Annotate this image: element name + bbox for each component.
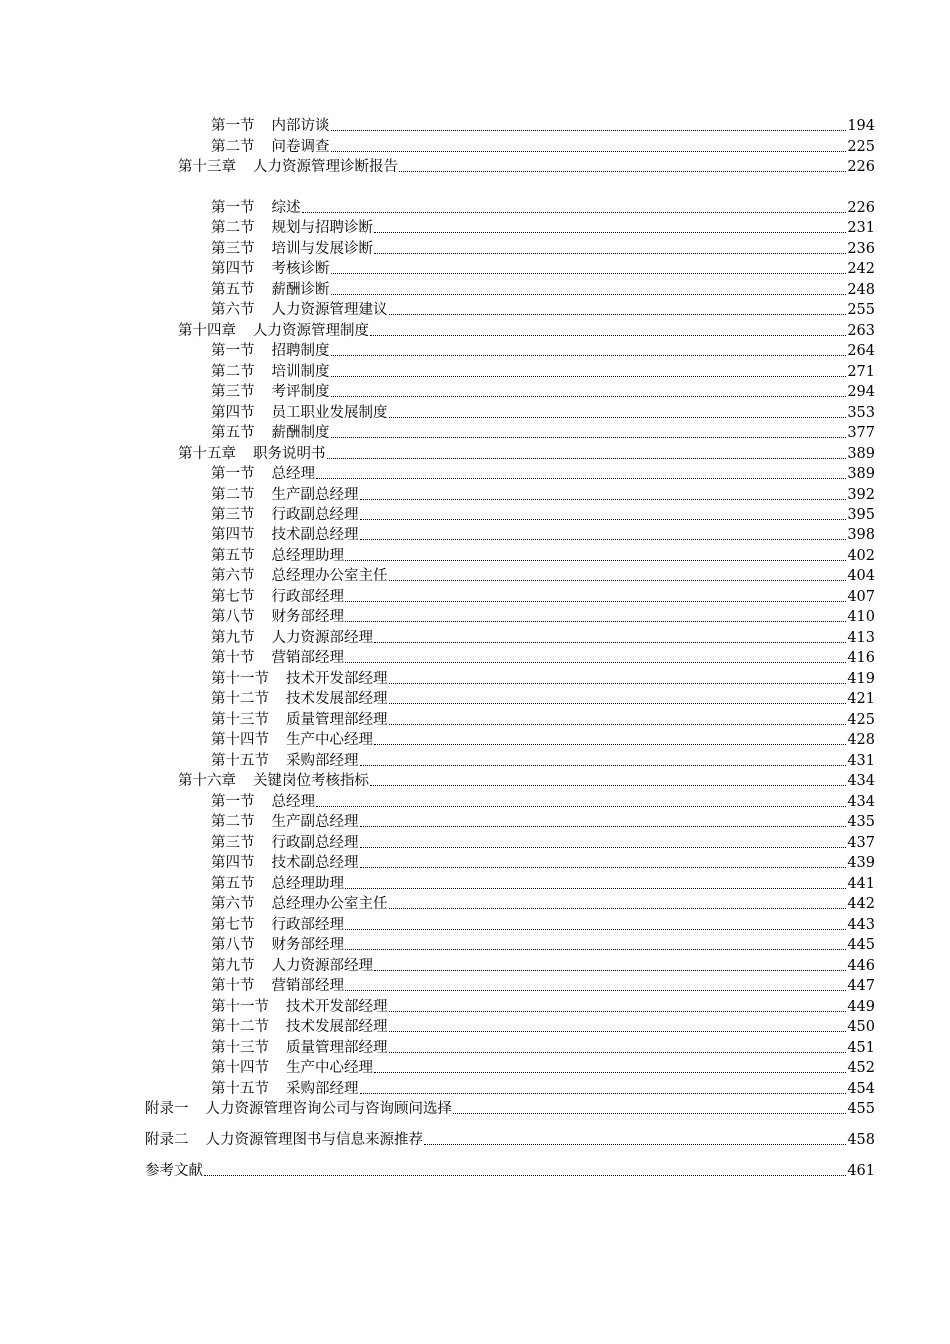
toc-entry-number: 第二节: [211, 487, 255, 503]
toc-entry-label: [211, 648, 344, 668]
toc-entry-number: 第二节: [211, 814, 255, 830]
toc-section-entry: [211, 339, 875, 361]
toc-entry-label: [211, 1038, 388, 1058]
dot-leader: [360, 519, 847, 520]
dot-leader: [399, 171, 846, 172]
toc-entry-title: 生产中心经理: [286, 1060, 373, 1076]
toc-page-number: 413: [847, 630, 875, 646]
toc-entry-title: 人力资源管理诊断报告: [253, 159, 398, 175]
toc-section-entry: [211, 933, 875, 955]
toc-entry-title: 技术开发部经理: [286, 671, 388, 687]
toc-page-number: 441: [847, 876, 875, 892]
dot-leader: [374, 1072, 846, 1073]
dot-leader: [204, 1175, 846, 1176]
toc-entry-label: [211, 280, 330, 300]
toc-section-entry: [211, 667, 875, 689]
toc-entry-label: [211, 218, 373, 238]
toc-entry-number: 第三节: [211, 384, 255, 400]
toc-entry-label: [178, 321, 369, 341]
toc-entry-number: 第九节: [211, 958, 255, 974]
toc-section-entry: [211, 1015, 875, 1037]
dot-leader: [374, 232, 846, 233]
toc-entry-label: [211, 874, 344, 894]
dot-leader: [389, 417, 847, 418]
toc-entry-number: 第四节: [211, 261, 255, 277]
toc-chapter-entry: [178, 319, 875, 341]
dot-leader: [360, 847, 847, 848]
toc-page-number: 226: [847, 200, 875, 216]
toc-entry-title: 问卷调查: [271, 139, 330, 155]
dot-leader: [389, 724, 847, 725]
toc-entry-label: [211, 341, 330, 361]
toc-entry-number: 第一节: [211, 343, 255, 359]
toc-page-number: 389: [847, 446, 875, 462]
toc-entry-number: 第六节: [211, 896, 255, 912]
toc-page-number: 452: [847, 1060, 875, 1076]
toc-section-entry: [211, 278, 875, 300]
toc-section-entry: [211, 1056, 875, 1078]
dot-leader: [327, 458, 847, 459]
toc-section-entry: [211, 892, 875, 914]
toc-entry-number: 第一节: [211, 200, 255, 216]
toc-entry-title: 招聘制度: [271, 343, 330, 359]
dot-leader: [302, 212, 847, 213]
toc-entry-title: 技术发展部经理: [286, 691, 388, 707]
toc-entry-number: 附录二: [145, 1132, 189, 1148]
toc-page-number: 443: [847, 917, 875, 933]
toc-entry-title: 总经理办公室主任: [271, 568, 388, 584]
toc-section-entry: [211, 872, 875, 894]
toc-entry-title: 人力资源管理建议: [271, 302, 388, 318]
toc-page-number: 231: [847, 220, 875, 236]
dot-leader: [389, 703, 847, 704]
toc-entry-label: [211, 239, 373, 259]
dot-leader: [331, 437, 847, 438]
toc-page-number: 455: [847, 1101, 875, 1117]
dot-leader: [389, 314, 847, 315]
toc-entry-label: [211, 710, 388, 730]
toc-entry-label: [178, 771, 369, 791]
toc-entry-number: 第十三节: [211, 1040, 269, 1056]
toc-entry-title: 总经理: [271, 794, 315, 810]
toc-page-number: 450: [847, 1019, 875, 1035]
toc-entry-label: [211, 812, 359, 832]
toc-page-number: 434: [847, 773, 875, 789]
toc-entry-number: 第十一节: [211, 671, 269, 687]
dot-leader: [331, 294, 847, 295]
toc-section-entry: [211, 237, 875, 259]
toc-entry-label: [211, 566, 388, 586]
toc-page-number: 353: [847, 405, 875, 421]
toc-page-number: 447: [847, 978, 875, 994]
toc-entry-number: 第二节: [211, 220, 255, 236]
dot-leader: [331, 151, 847, 152]
toc-entry-title: 规划与招聘诊断: [271, 220, 373, 236]
toc-entry-title: 行政副总经理: [271, 507, 359, 523]
toc-page-number: 451: [847, 1040, 875, 1056]
toc-entry-number: 第十六章: [178, 773, 236, 789]
toc-section-entry: [211, 564, 875, 586]
toc-page-number: 439: [847, 855, 875, 871]
toc-entry-title: 考评制度: [271, 384, 330, 400]
dot-leader: [316, 478, 846, 479]
toc-entry-number: 第五节: [211, 282, 255, 298]
toc-page-number: 398: [847, 527, 875, 543]
toc-entry-label: [211, 730, 373, 750]
toc-page-number: 416: [847, 650, 875, 666]
dot-leader: [360, 867, 847, 868]
toc-entry-number: 第七节: [211, 917, 255, 933]
toc-entry-label: [211, 956, 373, 976]
toc-entry-label: [211, 116, 330, 136]
toc-page-number: 407: [847, 589, 875, 605]
toc-entry-title: 内部访谈: [271, 118, 330, 134]
toc-entry-number: 第五节: [211, 425, 255, 441]
toc-appendix-entry: [145, 1097, 875, 1119]
toc-entry-label: [211, 1058, 373, 1078]
toc-entry-number: 第五节: [211, 548, 255, 564]
toc-entry-title: 总经理: [271, 466, 315, 482]
toc-page-number: 404: [847, 568, 875, 584]
toc-page-number: 445: [847, 937, 875, 953]
toc-entry-number: 第四节: [211, 855, 255, 871]
toc-page-number: 446: [847, 958, 875, 974]
toc-entry-number: 第十三节: [211, 712, 269, 728]
toc-entry-label: [211, 915, 344, 935]
toc-entry-label: [211, 607, 344, 627]
dot-leader: [424, 1144, 846, 1145]
dot-leader: [374, 642, 846, 643]
toc-entry-label: [211, 300, 388, 320]
toc-entry-number: 第三节: [211, 507, 255, 523]
toc-section-entry: [211, 503, 875, 525]
toc-entry-label: [211, 198, 301, 218]
toc-entry-title: 总经理助理: [271, 876, 344, 892]
toc-page-number: 263: [847, 323, 875, 339]
toc-entry-label: [211, 669, 388, 689]
toc-entry-number: 第七节: [211, 589, 255, 605]
toc-page-number: 255: [847, 302, 875, 318]
dot-leader: [370, 785, 846, 786]
toc-entry-title: 采购部经理: [286, 753, 359, 769]
toc-page-number: 437: [847, 835, 875, 851]
toc-entry-title: 生产副总经理: [271, 487, 359, 503]
toc-entry-label: [211, 259, 330, 279]
toc-page-number: 236: [847, 241, 875, 257]
toc-page-number: 434: [847, 794, 875, 810]
toc-section-entry: [211, 483, 875, 505]
toc-chapter-entry: [178, 155, 875, 177]
toc-entry-title: 财务部经理: [271, 937, 344, 953]
toc-page-number: 294: [847, 384, 875, 400]
toc-section-entry: [211, 708, 875, 730]
toc-entry-title: 采购部经理: [286, 1081, 359, 1097]
dot-leader: [331, 355, 847, 356]
toc-entry-label: [211, 833, 359, 853]
toc-entry-title: 生产中心经理: [286, 732, 373, 748]
toc-section-entry: [211, 851, 875, 873]
toc-entry-label: [145, 1161, 203, 1181]
toc-entry-number: 第四节: [211, 527, 255, 543]
toc-page-number: 392: [847, 487, 875, 503]
toc-page-number: 458: [847, 1132, 875, 1148]
toc-entry-label: [211, 485, 359, 505]
toc-page-number: 428: [847, 732, 875, 748]
toc-entry-label: [211, 751, 359, 771]
toc-entry-title: 营销部经理: [271, 650, 344, 666]
toc-entry-label: [211, 546, 344, 566]
toc-entry-label: [211, 505, 359, 525]
dot-leader: [360, 499, 847, 500]
toc-entry-number: 第十节: [211, 650, 255, 666]
toc-page-number: 425: [847, 712, 875, 728]
toc-entry-title: 关键岗位考核指标: [253, 773, 369, 789]
toc-entry-label: [211, 362, 330, 382]
toc-page-number: 449: [847, 999, 875, 1015]
toc-entry-title: 财务部经理: [271, 609, 344, 625]
toc-entry-number: 第十五章: [178, 446, 236, 462]
toc-entry-label: [211, 997, 388, 1017]
toc-entry-title: 技术开发部经理: [286, 999, 388, 1015]
toc-entry-label: [211, 935, 344, 955]
dot-leader: [389, 1052, 847, 1053]
dot-leader: [345, 560, 846, 561]
dot-leader: [374, 970, 846, 971]
toc-entry-title: 技术发展部经理: [286, 1019, 388, 1035]
toc-entry-label: [211, 137, 330, 157]
toc-section-entry: [211, 523, 875, 545]
toc-section-entry: [211, 954, 875, 976]
dot-leader: [331, 130, 847, 131]
toc-chapter-entry: [178, 769, 875, 791]
toc-section-entry: [211, 462, 875, 484]
toc-page-number: 242: [847, 261, 875, 277]
dot-leader: [345, 929, 846, 930]
toc-page-number: 410: [847, 609, 875, 625]
toc-entry-label: [211, 464, 315, 484]
toc-entry-number: 第一节: [211, 466, 255, 482]
toc-page-number: 377: [847, 425, 875, 441]
toc-section-entry: [211, 216, 875, 238]
dot-leader: [360, 1093, 847, 1094]
dot-leader: [331, 273, 847, 274]
dot-leader: [389, 908, 847, 909]
toc-section-entry: [211, 298, 875, 320]
toc-section-entry: [211, 749, 875, 771]
toc-entry-title: 行政部经理: [271, 589, 344, 605]
dot-leader: [374, 744, 846, 745]
toc-page-number: 389: [847, 466, 875, 482]
toc-entry-number: 附录一: [145, 1101, 189, 1117]
toc-page-number: 454: [847, 1081, 875, 1097]
toc-entry-number: 第三节: [211, 835, 255, 851]
toc-entry-label: [145, 1130, 423, 1150]
toc-entry-title: 人力资源管理咨询公司与咨询顾问选择: [205, 1101, 452, 1117]
toc-entry-label: [211, 976, 344, 996]
toc-entry-title: 质量管理部经理: [286, 1040, 388, 1056]
dot-leader: [345, 990, 846, 991]
toc-section-entry: [211, 114, 875, 136]
toc-entry-label: [211, 894, 388, 914]
toc-page-number: 264: [847, 343, 875, 359]
toc-entry-number: 第二节: [211, 139, 255, 155]
toc-entry-number: 第十二节: [211, 691, 269, 707]
dot-leader: [345, 949, 846, 950]
toc-entry-title: 考核诊断: [271, 261, 330, 277]
toc-section-entry: [211, 401, 875, 423]
toc-entry-number: 第三节: [211, 241, 255, 257]
toc-entry-number: 第六节: [211, 302, 255, 318]
dot-leader: [370, 335, 846, 336]
toc-entry-number: 第十四节: [211, 1060, 269, 1076]
toc-entry-title: 行政副总经理: [271, 835, 359, 851]
toc-entry-number: 第十五节: [211, 753, 269, 769]
toc-entry-title: 人力资源管理制度: [253, 323, 369, 339]
dot-leader: [316, 806, 846, 807]
toc-entry-number: 第五节: [211, 876, 255, 892]
toc-entry-label: [145, 1099, 452, 1119]
toc-section-entry: [211, 380, 875, 402]
toc-section-entry: [211, 646, 875, 668]
dot-leader: [389, 580, 847, 581]
dot-leader: [389, 1031, 847, 1032]
toc-page-number: 194: [847, 118, 875, 134]
toc-entry-number: 第十三章: [178, 159, 236, 175]
toc-page-number: 226: [847, 159, 875, 175]
dot-leader: [345, 888, 846, 889]
toc-appendix-entry: [145, 1128, 875, 1150]
dot-leader: [331, 376, 847, 377]
toc-entry-number: 第一节: [211, 118, 255, 134]
toc-entry-number: 第六节: [211, 568, 255, 584]
toc-entry-label: [178, 157, 398, 177]
toc-page-number: 431: [847, 753, 875, 769]
toc-entry-number: 第四节: [211, 405, 255, 421]
dot-leader: [345, 621, 846, 622]
toc-entry-number: 第八节: [211, 937, 255, 953]
dot-leader: [389, 683, 847, 684]
toc-section-entry: [211, 135, 875, 157]
toc-section-entry: [211, 831, 875, 853]
toc-entry-label: [211, 853, 359, 873]
toc-entry-title: 技术副总经理: [271, 855, 359, 871]
dot-leader: [360, 765, 847, 766]
toc-entry-label: [211, 689, 388, 709]
toc-entry-title: 质量管理部经理: [286, 712, 388, 728]
toc-entry-title: 培训制度: [271, 364, 330, 380]
toc-section-entry: [211, 257, 875, 279]
toc-entry-title: 营销部经理: [271, 978, 344, 994]
toc-section-entry: [211, 585, 875, 607]
toc-page-number: 395: [847, 507, 875, 523]
toc-entry-label: [211, 1017, 388, 1037]
toc-entry-number: 第十二节: [211, 1019, 269, 1035]
toc-entry-title: 职务说明书: [253, 446, 326, 462]
toc-entry-title: 综述: [271, 200, 301, 216]
toc-section-entry: [211, 360, 875, 382]
toc-section-entry: [211, 1077, 875, 1099]
toc-page-number: 402: [847, 548, 875, 564]
toc-entry-title: 薪酬诊断: [271, 282, 330, 298]
toc-page-number: 435: [847, 814, 875, 830]
toc-section-entry: [211, 728, 875, 750]
toc-chapter-entry: [178, 442, 875, 464]
toc-section-entry: [211, 810, 875, 832]
toc-entry-number: 第十一节: [211, 999, 269, 1015]
toc-entry-number: 第一节: [211, 794, 255, 810]
toc-entry-title: 薪酬制度: [271, 425, 330, 441]
toc-section-entry: [211, 687, 875, 709]
toc-section-entry: [211, 605, 875, 627]
toc-page-number: 419: [847, 671, 875, 687]
toc-page-number: 248: [847, 282, 875, 298]
toc-entry-number: 第八节: [211, 609, 255, 625]
dot-leader: [453, 1113, 846, 1114]
dot-leader: [389, 1011, 847, 1012]
toc-entry-label: [178, 444, 326, 464]
toc-section-entry: [211, 790, 875, 812]
toc-appendix-entry: [145, 1159, 875, 1181]
dot-leader: [345, 601, 846, 602]
toc-section-entry: [211, 421, 875, 443]
toc-entry-label: [211, 792, 315, 812]
toc-section-entry: [211, 626, 875, 648]
toc-entry-label: [211, 628, 373, 648]
dot-leader: [331, 396, 847, 397]
toc-entry-label: [211, 382, 330, 402]
toc-page-number: 461: [847, 1163, 875, 1179]
toc-section-entry: [211, 1036, 875, 1058]
toc-entry-label: [211, 1079, 359, 1099]
toc-section-entry: [211, 974, 875, 996]
toc-section-entry: [211, 913, 875, 935]
toc-entry-number: 第九节: [211, 630, 255, 646]
toc-page-number: 225: [847, 139, 875, 155]
toc-entry-label: [211, 423, 330, 443]
toc-page-number: 421: [847, 691, 875, 707]
dot-leader: [374, 253, 846, 254]
toc-entry-number: 第十节: [211, 978, 255, 994]
toc-entry-title: 总经理助理: [271, 548, 344, 564]
toc-entry-title: 技术副总经理: [271, 527, 359, 543]
toc-section-entry: [211, 196, 875, 218]
dot-leader: [345, 662, 846, 663]
toc-entry-title: 人力资源管理图书与信息来源推荐: [205, 1132, 423, 1148]
toc-section-entry: [211, 995, 875, 1017]
toc-page-number: 271: [847, 364, 875, 380]
toc-entry-title: 行政部经理: [271, 917, 344, 933]
toc-entry-title: 总经理办公室主任: [271, 896, 388, 912]
toc-page-number: 442: [847, 896, 875, 912]
toc-entry-title: 人力资源部经理: [271, 630, 373, 646]
toc-entry-title: 人力资源部经理: [271, 958, 373, 974]
dot-leader: [360, 826, 847, 827]
toc-entry-title: 员工职业发展制度: [271, 405, 388, 421]
toc-entry-title: 培训与发展诊断: [271, 241, 373, 257]
dot-leader: [360, 539, 847, 540]
toc-entry-label: [211, 403, 388, 423]
toc-entry-number: 第十五节: [211, 1081, 269, 1097]
toc-entry-number: 第二节: [211, 364, 255, 380]
toc-entry-title: 参考文献: [145, 1163, 203, 1179]
toc-section-entry: [211, 544, 875, 566]
toc-entry-label: [211, 587, 344, 607]
toc-entry-number: 第十四章: [178, 323, 236, 339]
toc-entry-label: [211, 525, 359, 545]
toc-entry-title: 生产副总经理: [271, 814, 359, 830]
toc-entry-number: 第十四节: [211, 732, 269, 748]
